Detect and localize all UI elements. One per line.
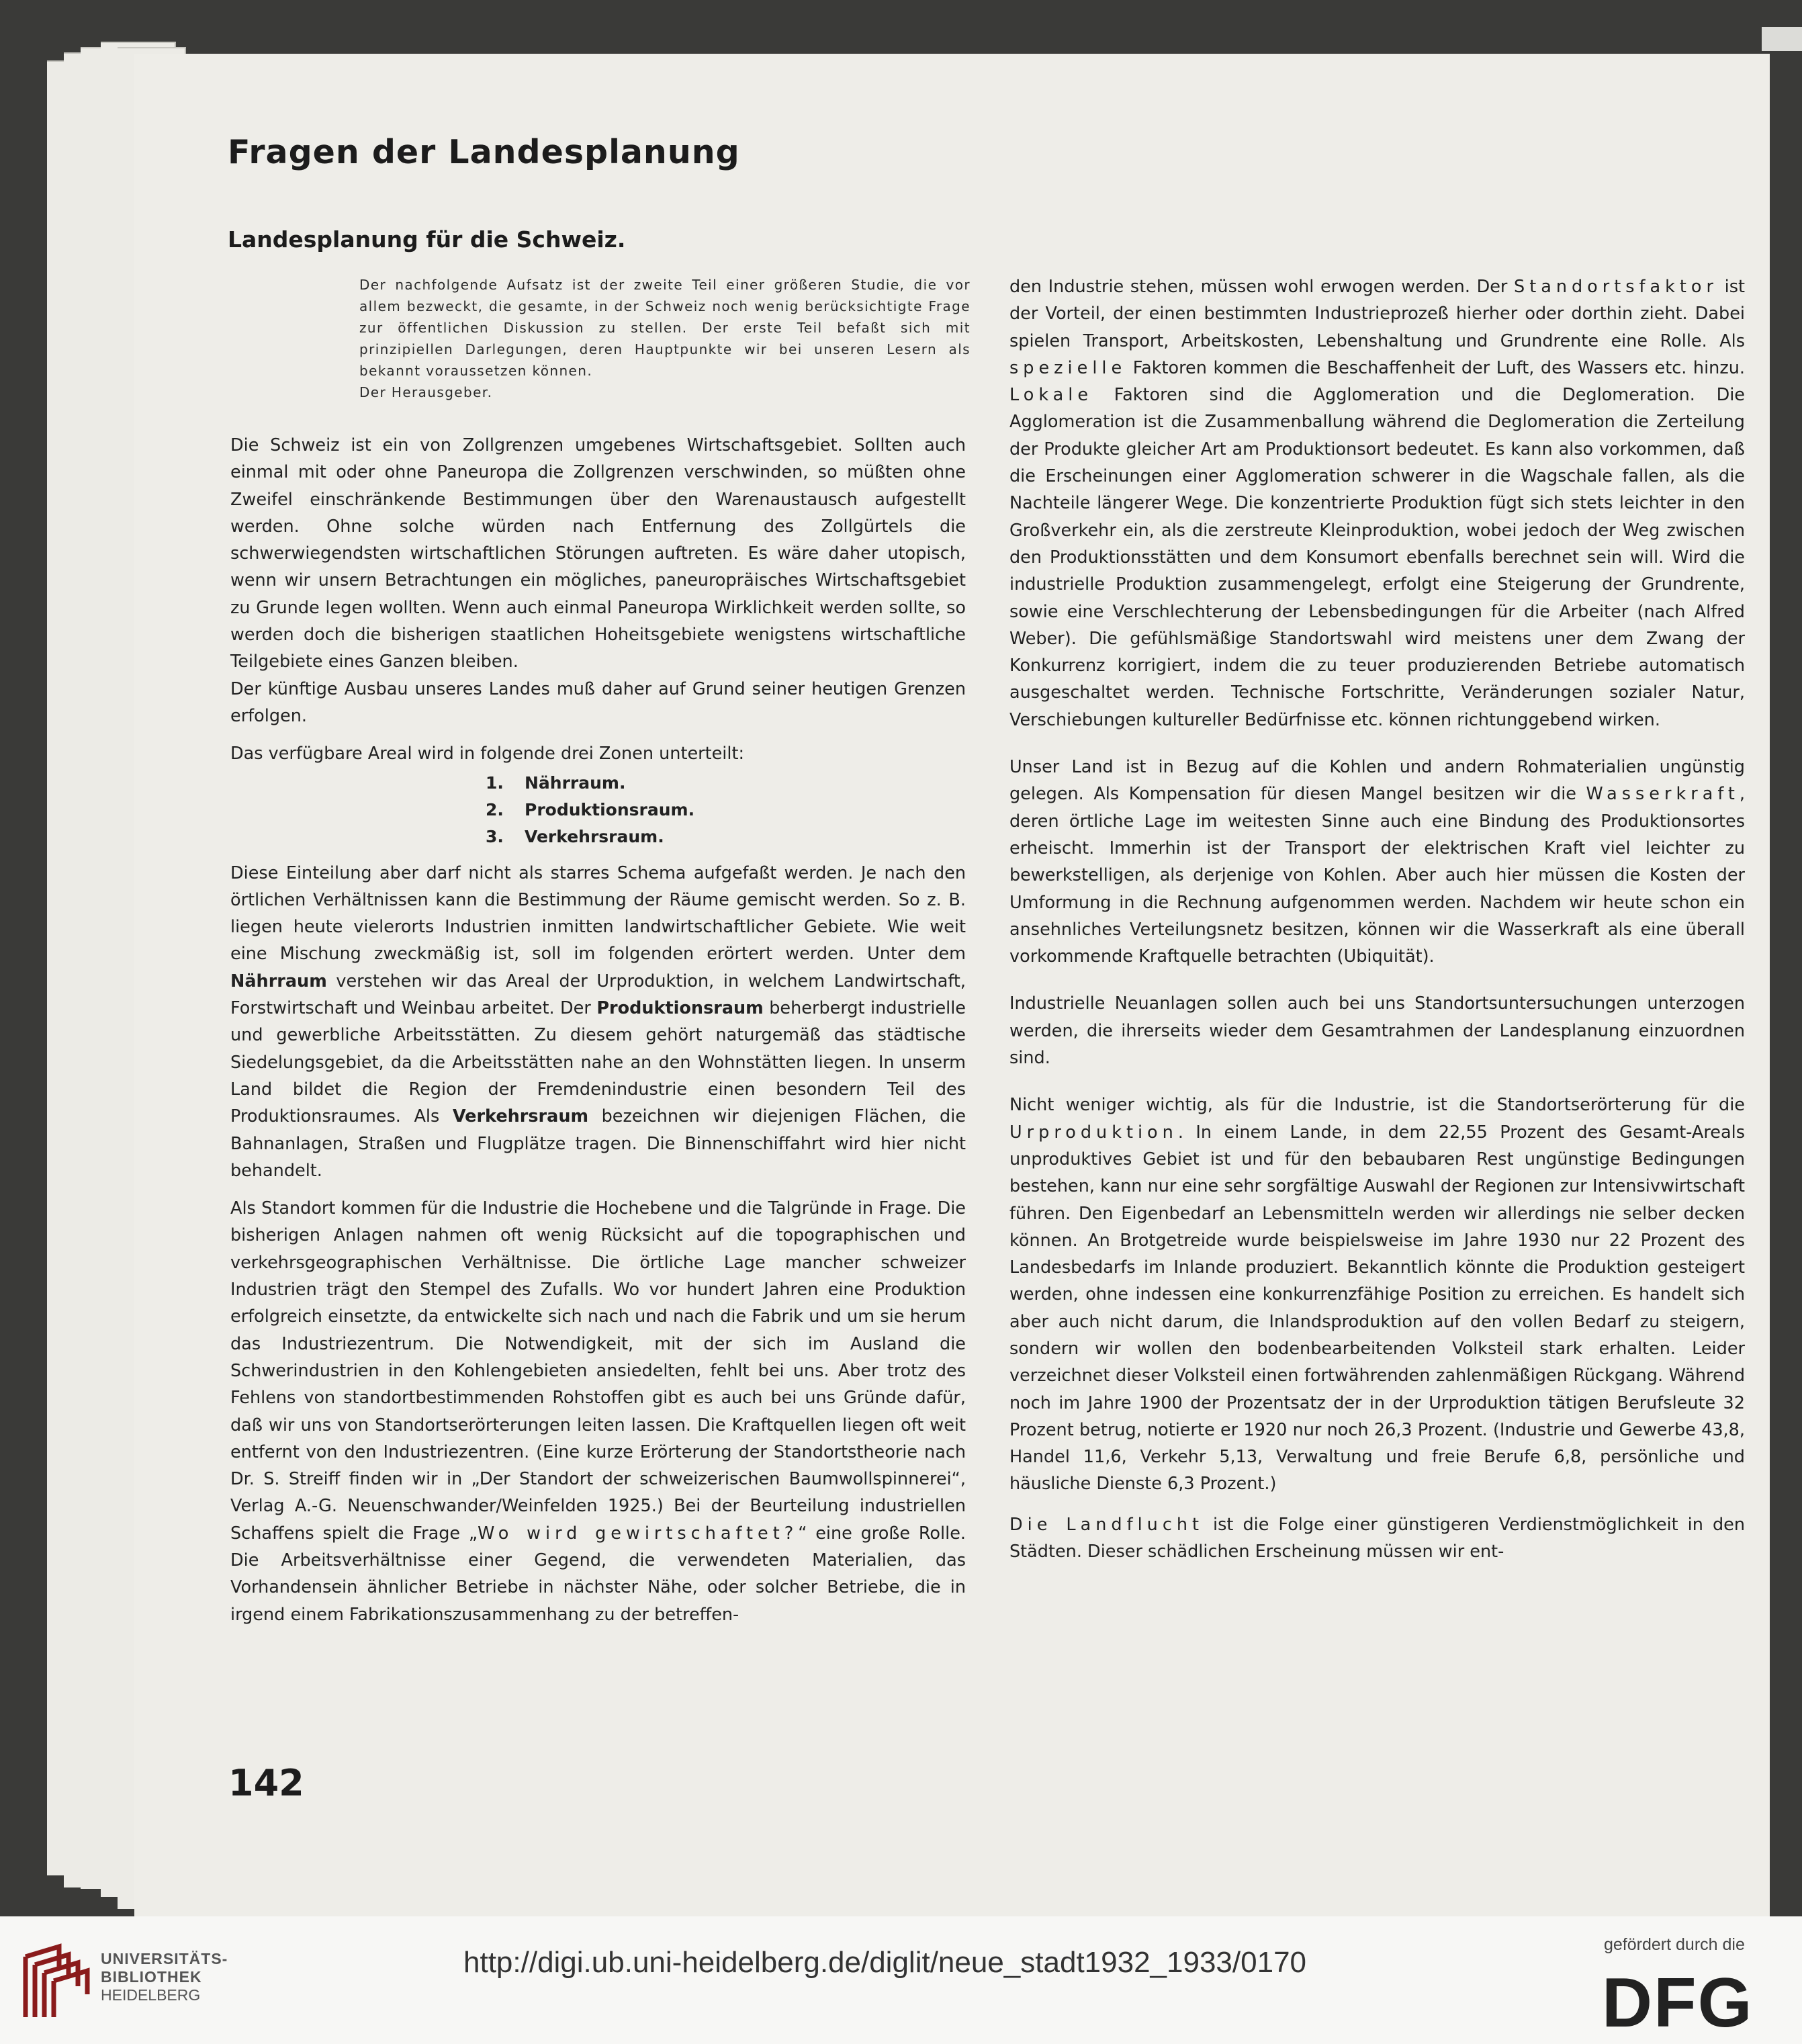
editorial-intro <box>359 274 971 403</box>
paragraph <box>230 1195 966 1628</box>
text-run: ist der Vorteil, der einen bestimmten Industrieprozeß hierher oder dorthin zieht. Dabei spielen Transport, Arbeitskosten, Lebenshaltung und Grundrente eine Rolle. Als <box>1009 277 1745 351</box>
spaced-term: Urproduktion <box>1009 1122 1178 1143</box>
spaced-term: Standortsfaktor <box>1514 277 1718 297</box>
spaced-term: spezielle <box>1009 357 1127 378</box>
text-run: “ eine große Rolle. Die Arbeitsverhältnisse einer Gegend, die verwendeten Materialien, das Vorhandensein ähnlicher Betriebe in nächster Nähe, oder solcher Betriebe, die in irgend einem Fabrikationszusammenhang zu der betreffen- <box>230 1523 966 1625</box>
text-run: Nicht weniger wichtig, als für die Industrie, ist die Standortserörterung für die <box>1009 1095 1745 1116</box>
paragraph <box>1009 1092 1745 1497</box>
article-subtitle: Landesplanung für die Schweiz. <box>228 226 626 253</box>
left-column <box>230 432 966 1628</box>
list-label: Verkehrsraum. <box>525 826 664 846</box>
list-number: 1. <box>486 772 504 793</box>
list-item <box>486 797 966 824</box>
paragraph: Die Schweiz ist ein von Zollgrenzen umgebenes Wirtschaftsgebiet. Sollten auch einmal mit oder ohne Paneuropa die Zollgrenzen verschwinden, so müßten ohne Zweifel einschränkende Bestimmungen über den Warenaustausch aufgestellt werden. Ohne solche würden nach Entfernung des Zollgürtels die schwerwiegendsten wirtschaftlichen Störungen auftreten. Es wäre daher utopisch, wenn wir unsern Betrachtungen ein mögliches, paneuropräisches Wirtschaftsgebiet zu Grunde legen wollten. Wenn auch einmal Paneuropa Wirklichkeit werden sollte, so werden doch die bisherigen staatlichen Hoheitsgebiete wenigstens wirtschaftliche Teilgebiete eines Ganzen bleiben. <box>230 435 966 672</box>
spaced-term: Die Landflucht <box>1009 1514 1204 1535</box>
text-run: Diese Einteilung aber darf nicht als starres Schema aufgefaßt werden. Je nach den örtlichen Verhältnissen kann die Bestimmung der Räume gemischt werden. So z. B. liegen heute vielerorts Industrien inmitten landwirtschaftlicher Gebiete. Wie weit eine Mischung zweckmäßig ist, soll im folgenden erörtert werden. Unter dem <box>230 862 966 965</box>
zones-list <box>230 770 966 850</box>
library-name-line: BIBLIOTHEK <box>101 1968 202 1986</box>
library-name-line: HEIDELBERG <box>101 1986 201 2004</box>
page-title: Fragen der Landesplanung <box>228 133 740 171</box>
heidelberg-library-logo-icon[interactable] <box>19 1943 96 2020</box>
text-run: Als Standort kommen für die Industrie die Hochebene und die Talgründe in Frage. Die bisherigen Anlagen nahmen oft wenig Rücksicht auf die topographischen und verkehrsgeographischen Verhältnisse. Die örtliche Lage mancher schweizer Industrien trägt den Stempel des Zufalls. Wo vor hundert Jahren eine Produktion erfolgreich einsetzte, da entwickelte sich nach und nach die Fabrik und um sie herum das Industriezentrum. Die Notwendigkeit, mit der sich im Ausland die Schwerindustrien in den Kohlengebieten ansiedelten, fehlt bei uns. Aber trotz des Fehlens von standortbestimmenden Rohstoffen gibt es auch bei uns Gründe dafür, daß wir uns von Standortserörterungen leiten lassen. Die Kraftquellen liegen oft weit entfernt von den Industriezentren. (Eine kurze Erörterung der Standortstheorie nach Dr. S. Streiff finden wir in „Der Standort der schweizerischen Baumwollspinnerei“, Verlag A.-G. Neuenschwander/Weinfelden 1925.) Bei der Beurteilung industriellen Schaffens spielt die Frage „ <box>230 1198 966 1544</box>
dfg-logo-icon[interactable] <box>1602 1969 1783 2033</box>
text-run: . In einem Lande, in dem 22,55 Prozent des Gesamt-Areals unproduktives Gebiet ist und für den bebaubaren Rest ungünstige Bedingungen bestehen, kann nur eine sehr sorgfältige Auswahl der Regionen zur Intensivwirtschaft führen. Den Eigenbedarf an Lebensmitteln werden wir allerdings nie selber decken können. An Brotgetreide wurde beispielsweise im Jahre 1930 nur 22 Prozent des Landesbedarfs im Inlande produziert. Bekanntlich könnte die Produktion gesteigert werden, ohne indessen eine konkurrenzfähige Position zu erreichen. Es handelt sich aber auch nicht darum, die Inlandsproduktion auf den vollen Bedarf zu steigern, sondern wir wollen den bodenbearbeitenden Volksteil stark erhalten. Leider verzeichnet dieser Volksteil einen fortwährenden zahlenmäßigen Rückgang. Während noch im Jahre 1900 der Prozentsatz der in der Urproduktion tätigen Berufsleute 32 Prozent betrug, notierte er 1920 nur noch 26,3 Prozent. (Industrie und Gewerbe 43,8, Handel 11,6, Verkehr 5,13, Verwaltung und freie Berufe 6,8, persönliche und häusliche Dienste 6,3 Prozent.) <box>1009 1122 1745 1495</box>
permalink-url[interactable]: http://digi.ub.uni-heidelberg.de/diglit/neue_stadt1932_1933/0170 <box>463 1946 1307 1979</box>
text-run: , deren örtliche Lage im weitesten Sinne auch eine Bindung des Produktionsortes erheischt. Immerhin ist der Transport der elektrischen Kraft viel leichter zu bewerkstelligen, als derjenige von Kohlen. Aber auch hier müssen die Kosten der Umformung in die Rechnung aufgenommen werden. Nachdem wir heute schon ein ansehnliches Verteilungsnetz besitzen, können wir die Wasserkraft als eine überall vorkommende Kraftquelle betrachten (Ubiquität). <box>1009 784 1745 967</box>
bold-term: Nährraum <box>230 971 327 991</box>
spaced-term: Lokale <box>1009 385 1093 406</box>
text-run: den Industrie stehen, müssen wohl erwogen werden. Der <box>1009 277 1515 297</box>
right-column <box>1009 273 1745 1565</box>
intro-signature: Der Herausgeber. <box>359 384 493 400</box>
list-number: 2. <box>486 799 504 819</box>
spaced-term: Wasserkraft <box>1586 784 1740 805</box>
paragraph <box>230 860 966 1185</box>
text-run: bezeichnen wir diejenigen Flächen, die Bahnanlagen, Straßen und Flugplätze tragen. Die Binnenschiffahrt wird hier nicht behandelt. <box>230 1106 966 1181</box>
text-run: ist die Folge einer günstigeren Verdienstmöglichkeit in den Städten. Dieser schädlichen Erscheinung müssen wir ent- <box>1009 1514 1745 1562</box>
viewer-footer <box>0 1916 1802 2044</box>
paragraph <box>1009 1511 1745 1566</box>
text-run: beherbergt industrielle und gewerbliche Arbeitsstätten. Zu diesem gehört naturgemäß das städtische Siedelungsgebiet, da die Arbeitsstätten nahe an den Wohnstätten liegen. In unserm Land bildet die Region der Fremdenindustrie einen besondern Teil des Produktionsraumes. Als <box>230 998 966 1127</box>
page-corner-tab <box>1762 27 1802 51</box>
spaced-term: Wo wird gewirtschaftet? <box>478 1523 799 1544</box>
list-item <box>486 824 966 850</box>
book-page <box>134 54 1770 1916</box>
text-run: Faktoren kommen die Beschaffenheit der Luft, des Wassers etc. hinzu. <box>1126 357 1745 378</box>
dfg-logo-text: DFG <box>1602 1969 1754 2033</box>
intro-text: Der nachfolgende Aufsatz ist der zweite Teil einer größeren Studie, die vor allem bezweckt, die gesamte, in der Schweiz noch wenig berücksichtigte Frage zur öffentlichen Diskussion zu stellen. Der erste Teil befaßt sich mit prinzipiellen Darlegungen, deren Hauptpunkte wir bei unseren Lesern als bekannt voraussetzen können. <box>359 277 971 379</box>
paragraph <box>1009 754 1745 970</box>
text-run: verstehen wir das Areal der Urproduktion, in welchem Landwirtschaft, Forstwirtschaft und Weinbau arbeitet. Der <box>230 971 966 1019</box>
list-item <box>486 770 966 797</box>
list-label: Produktionsraum. <box>525 799 695 819</box>
paragraph: Der künftige Ausbau unseres Landes muß daher auf Grund seiner heutigen Grenzen erfolgen. <box>230 678 966 726</box>
list-number: 3. <box>486 826 504 846</box>
list-label: Nährraum. <box>525 772 626 793</box>
bold-term: Verkehrsraum <box>452 1106 589 1127</box>
library-name-line: UNIVERSITÄTS- <box>101 1950 228 1967</box>
text-run: Faktoren sind die Agglomeration und die Deglomeration. Die Agglomeration ist die Zusammenballung während die Deglomeration die Zerteilung der Produkte gleicher Art am Produktionsort bedeutet. Es kann also vorkommen, daß die Erscheinungen einer Agglomeration schwerer in die Wagschale fallen, als die Nachteile längerer Wege. Die konzentrierte Produktion fügt sich stets leichter in den Großverkehr ein, als die zerstreute Kleinproduktion, wobei jedoch der Weg zwischen den Produktionsstätten und dem Konsumort ebenfalls berechnet sein will. Wird die industrielle Produktion zusammengelegt, erfolgt eine Steigerung der Grundrente, sowie eine Verschlechterung der Lebensbedingungen für die Arbeiter (nach Alfred Weber). Die gefühlsmäßige Standortswahl wird meistens uner dem Zwang der Konkurrenz korrigiert, indem die zu teuer produzierenden Betriebe automatisch ausgeschaltet werden. Technische Fortschritte, Veränderungen sozialer Natur, Verschiebungen kultureller Bedürfnisse etc. können richtunggebend wirken. <box>1009 385 1745 730</box>
funded-by-label: gefördert durch die <box>1604 1935 1745 1954</box>
bold-term: Produktionsraum <box>596 998 764 1019</box>
page-number: 142 <box>228 1762 304 1804</box>
paragraph: Das verfügbare Areal wird in folgende drei Zonen unterteilt: <box>230 744 745 764</box>
paragraph <box>1009 273 1745 734</box>
library-name <box>101 1950 228 2004</box>
text-run: Unser Land ist in Bezug auf die Kohlen und andern Rohmaterialien ungünstig gelegen. Als Kompensation für diesen Mangel besitzen wir die <box>1009 757 1745 805</box>
paragraph: Industrielle Neuanlagen sollen auch bei uns Standortsuntersuchungen unterzogen werden, die ihrerseits wieder dem Gesamtrahmen der Landesplanung einzuordnen sind. <box>1009 993 1745 1069</box>
